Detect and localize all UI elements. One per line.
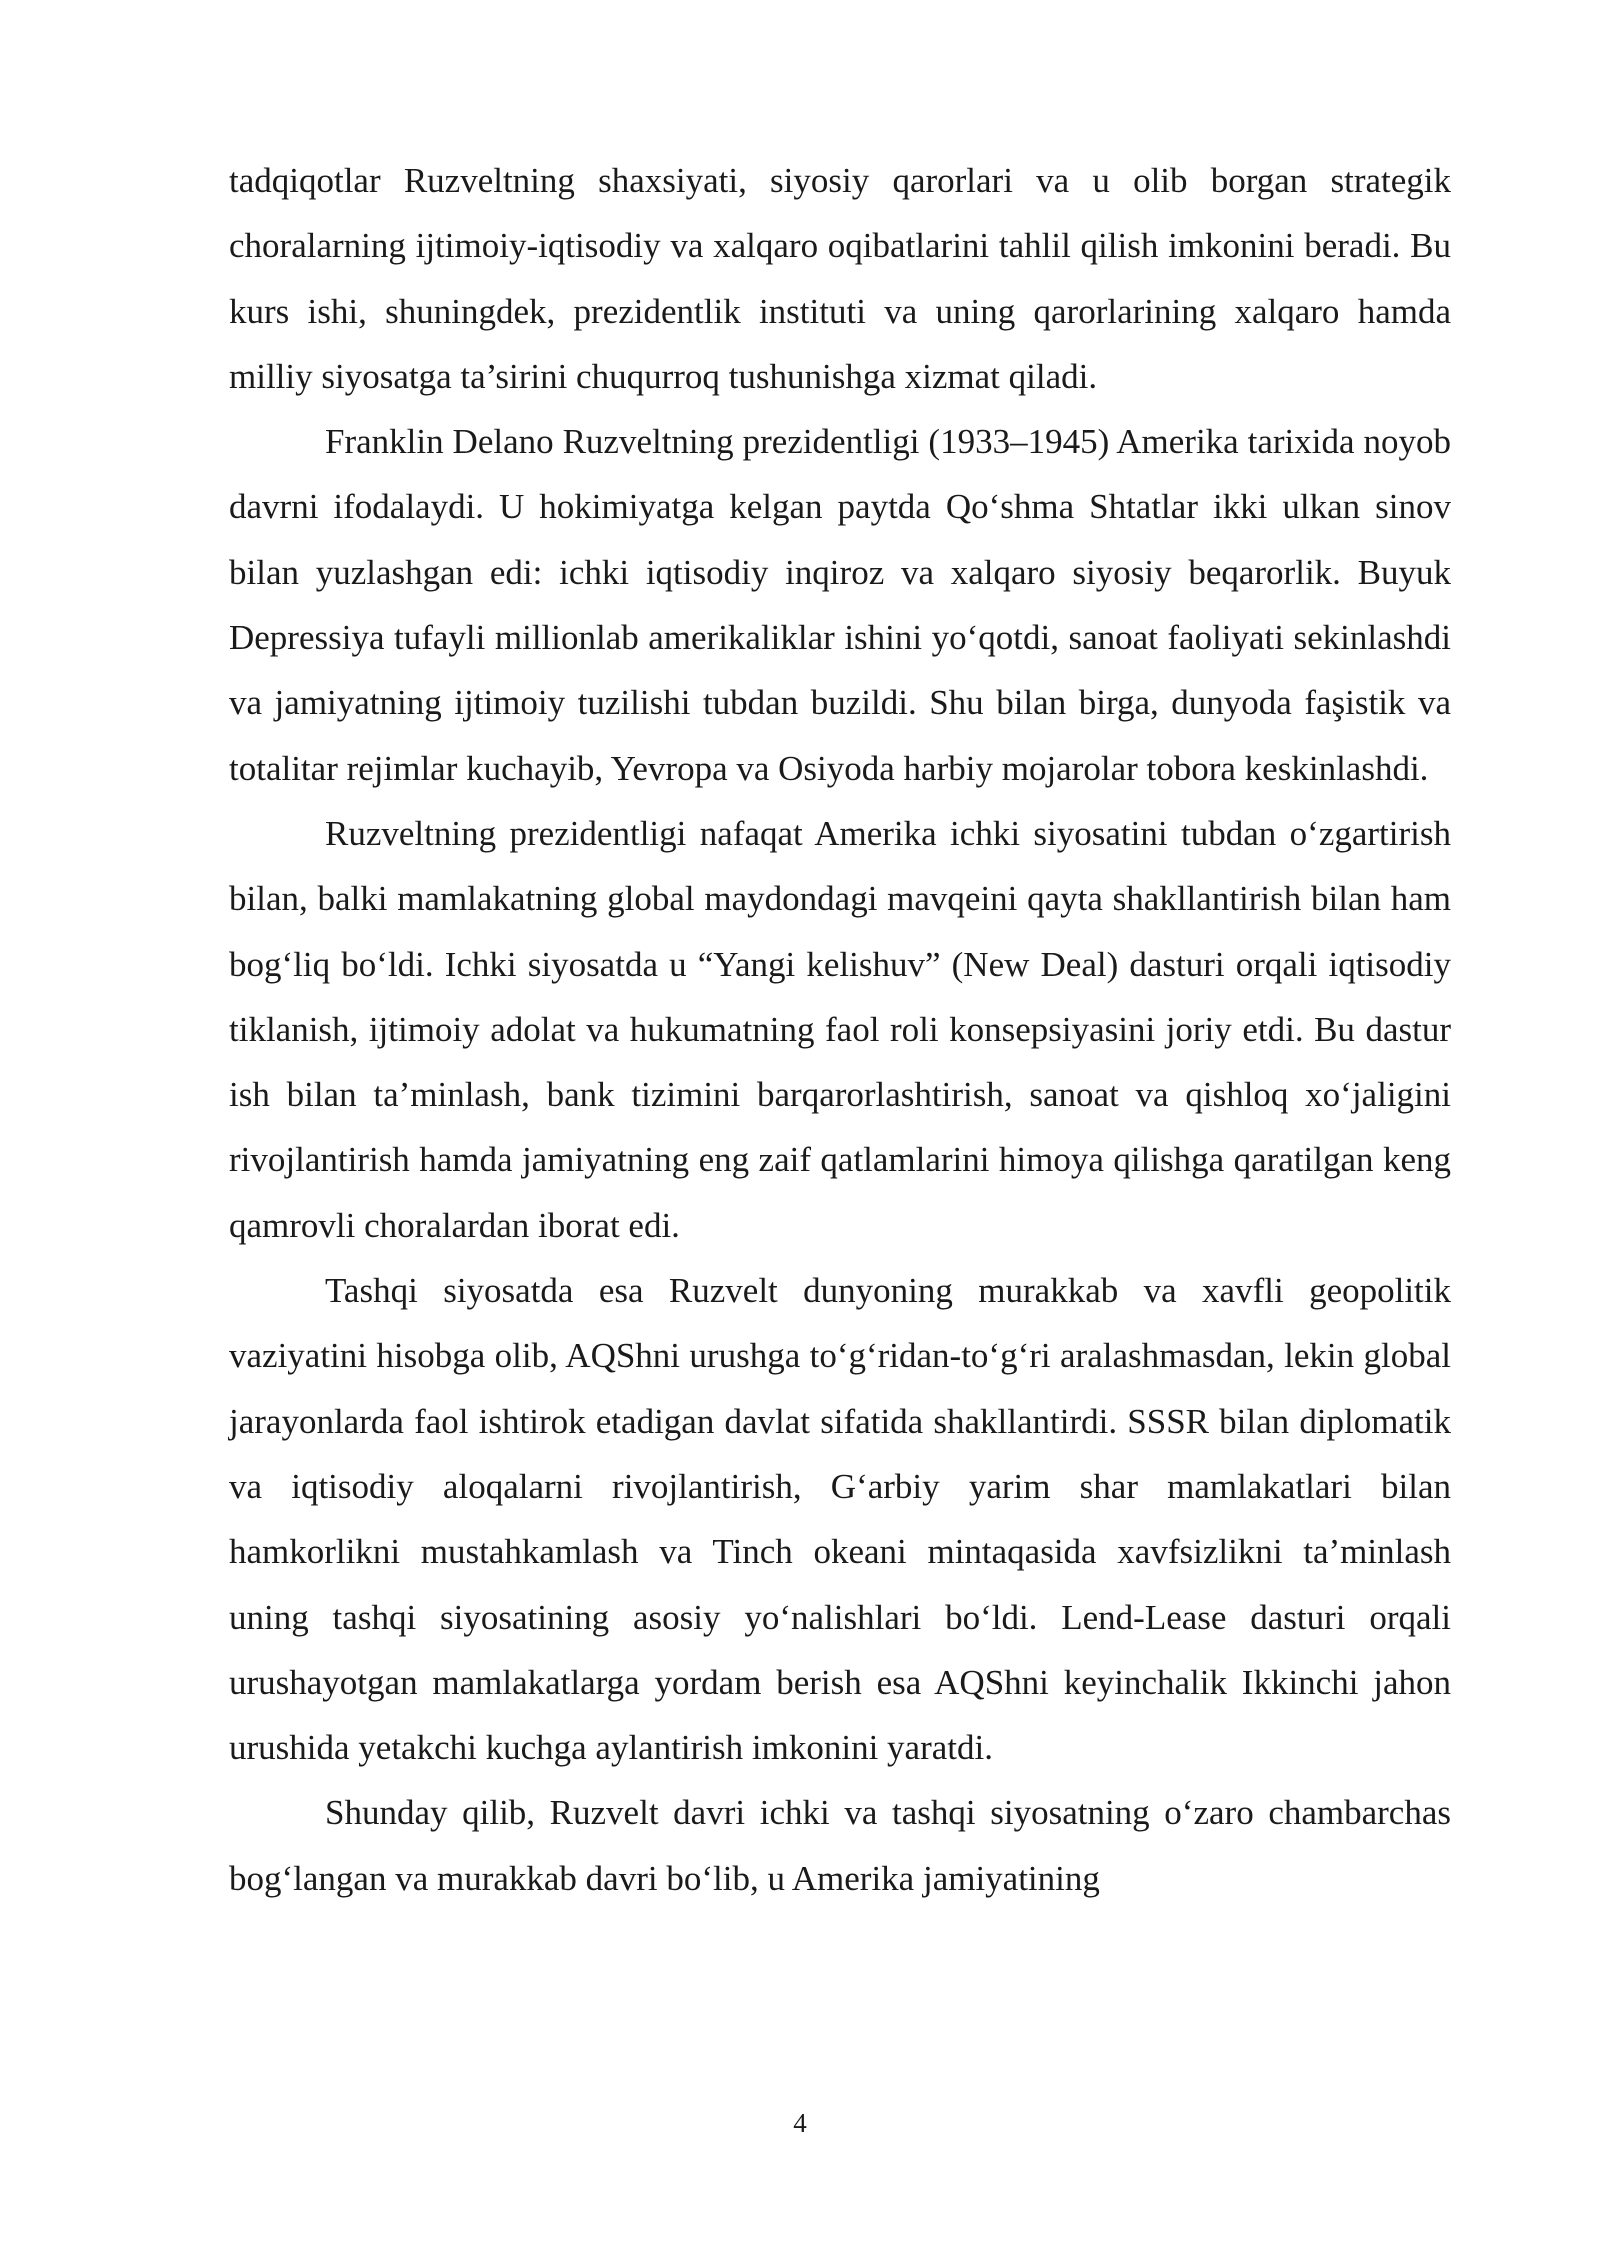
- page-number: 4: [793, 2108, 807, 2138]
- paragraph-foreign-policy: Tashqi siyosatda esa Ruzvelt dunyoning murakkab va xavfli geopolitik vaziyatini hisobga olib, AQShni urushga to‘g‘ridan-to‘g‘ri aralashmasdan, lekin global jarayonlarda faol ishtirok etadigan davlat sifatida shakllantirdi. SSSR bilan diplomatik va iqtisodiy aloqalarni rivojlantirish, G‘arbiy yarim shar mamlakatlari bilan hamkorlikni mustahkamlash va Tinch okeani mintaqasida xavfsizlikni ta’minlash uning tashqi siyosatining asosiy yo‘nalishlari bo‘ldi. Lend-Lease dasturi orqali urushayotgan mamlakatlarga yordam berish esa AQShni keyinchalik Ikkinchi jahon urushida yetakchi kuchga aylantirish imkonini yaratdi.: [229, 1271, 1451, 1768]
- paragraph-conclusion-start: Shunday qilib, Ruzvelt davri ichki va tashqi siyosatning o‘zaro chambarchas bog‘langan va murakkab davri bo‘lib, u Amerika jamiyatining: [229, 1793, 1451, 1898]
- body-text: [229, 148, 1451, 1911]
- paragraph-presidency-intro: Franklin Delano Ruzveltning prezidentligi (1933–1945) Amerika tarixida noyob davrni ifodalaydi. U hokimiyatga kelgan paytda Qo‘shma Shtatlar ikki ulkan sinov bilan yuzlashgan edi: ichki iqtisodiy inqiroz va xalqaro siyosiy beqarorlik. Buyuk Depressiya tufayli millionlab amerikaliklar ishini yo‘qotdi, sanoat faoliyati sekinlashdi va jamiyatning ijtimoiy tuzilishi tubdan buzildi. Shu bilan birga, dunyoda faşistik va totalitar rejimlar kuchayib, Yevropa va Osiyoda harbiy mojarolar tobora keskinlashdi.: [229, 422, 1451, 788]
- paragraph-domestic-policy: Ruzveltning prezidentligi nafaqat Amerika ichki siyosatini tubdan o‘zgartirish bilan, balki mamlakatning global maydondagi mavqeini qayta shakllantirish bilan ham bog‘liq bo‘ldi. Ichki siyosatda u “Yangi kelishuv” (New Deal) dasturi orqali iqtisodiy tiklanish, ijtimoiy adolat va hukumatning faol roli konsepsiyasini joriy etdi. Bu dastur ish bilan ta’minlash, bank tizimini barqarorlashtirish, sanoat va qishloq xo‘jaligini rivojlantirish hamda jamiyatning eng zaif qatlamlarini himoya qilishga qaratilgan keng qamrovli choralardan iborat edi.: [229, 813, 1451, 1245]
- paragraph-continuation: tadqiqotlar Ruzveltning shaxsiyati, siyosiy qarorlari va u olib borgan strategik choralarning ijtimoiy-iqtisodiy va xalqaro oqibatlarini tahlil qilish imkonini beradi. Bu kurs ishi, shuningdek, prezidentlik instituti va uning qarorlarining xalqaro hamda milliy siyosatga ta’sirini chuqurroq tushunishga xizmat qiladi.: [229, 161, 1451, 396]
